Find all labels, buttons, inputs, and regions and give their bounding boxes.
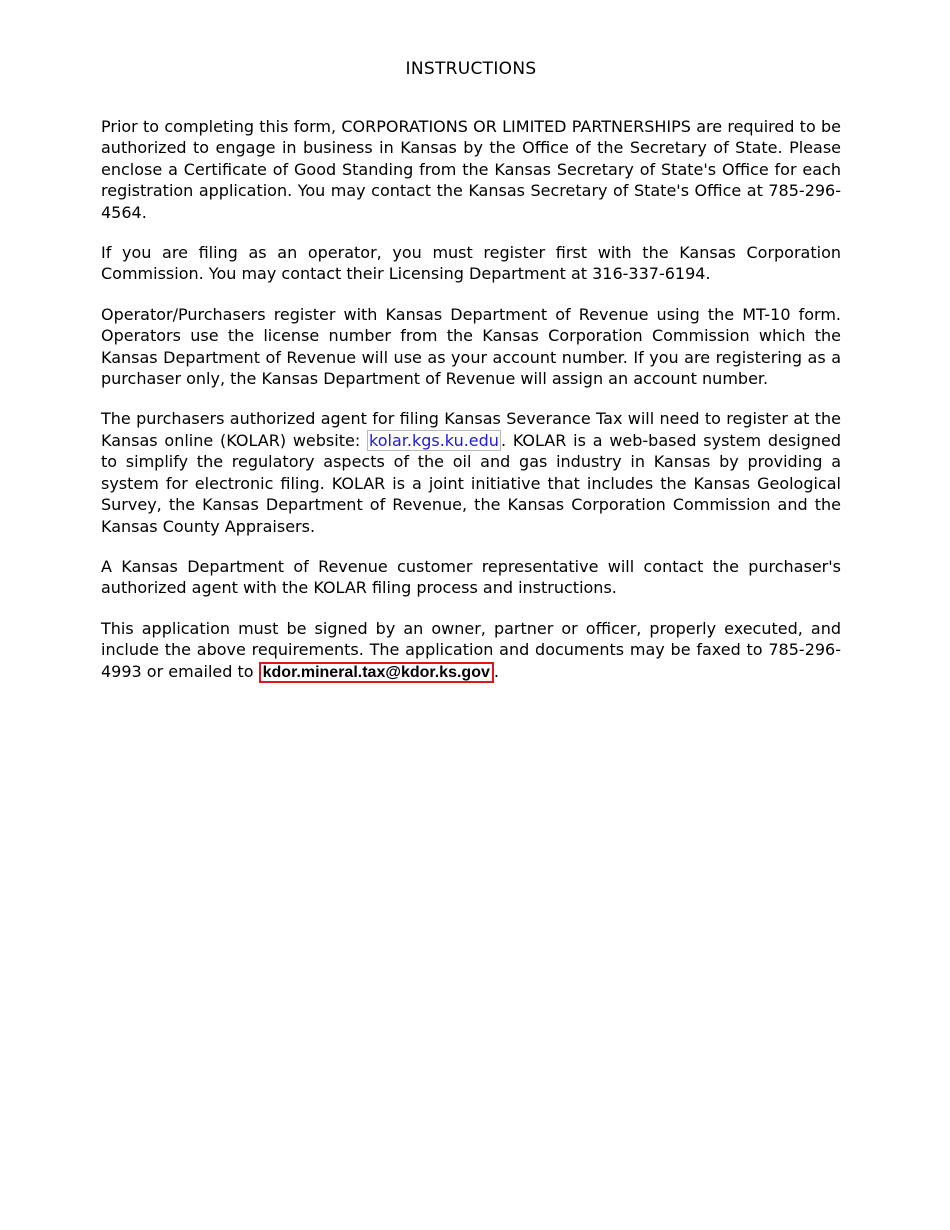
paragraph-text: This application must be signed by an owner, partner or officer, properly executed, and include the above requirements. The application and documents may be faxed to 785-296-4993 or emailed to bbox=[101, 618, 841, 681]
paragraph-text: Operator/Purchasers register with Kansas Department of Revenue using the MT-10 form. Operators use the license number from the Kansas Corporation Commission which the Kansas Department of Revenue will use as your account number. If you are registering as a purchaser only, the Kansas Department of Revenue will assign an account number. bbox=[101, 304, 841, 389]
page-title: INSTRUCTIONS bbox=[405, 59, 537, 79]
paragraph-text: If you are filing as an operator, you must register first with the Kansas Corporation Commission. You may contact their Licensing Department at 316-337-6194. bbox=[101, 243, 841, 284]
paragraph-kolar bbox=[101, 408, 841, 536]
paragraph-signing bbox=[101, 618, 841, 683]
paragraph-corporations bbox=[101, 116, 841, 223]
paragraph-text: A Kansas Department of Revenue customer representative will contact the purchaser's authorized agent with the KOLAR filing process and instructions. bbox=[101, 556, 841, 598]
paragraph-text: . KOLAR is a web-based system designed to simplify the regulatory aspects of the oil and gas industry in Kansas by providing a system for electronic filing. KOLAR is a joint initiative that includes the Kansas Geological Survey, the Kansas Department of Revenue, the Kansas Corporation Commission and the Kansas County Appraisers. bbox=[101, 430, 841, 536]
email-link[interactable]: kdor.mineral.tax@kdor.ks.gov bbox=[259, 662, 494, 683]
instructions-page bbox=[101, 58, 841, 702]
paragraph-text: Prior to completing this form, CORPORATIONS OR LIMITED PARTNERSHIPS are required to be authorized to engage in business in Kansas by the Office of the Secretary of State. Please enclose a Certificate of Good Standing from the Kansas Secretary of State's Office for each registration application. You may contact the Kansas Secretary of State's Office at 785-296-4564. bbox=[101, 117, 841, 222]
paragraph-text: . bbox=[493, 661, 499, 681]
kolar-website-link[interactable]: kolar.kgs.ku.edu bbox=[369, 430, 499, 450]
paragraph-purchasers bbox=[101, 304, 841, 390]
paragraph-text: The purchasers authorized agent for filing Kansas Severance Tax will need to register at the Kansas online (KOLAR) website: bbox=[101, 409, 841, 450]
paragraph-operator bbox=[101, 242, 841, 285]
paragraph-representative bbox=[101, 556, 841, 599]
